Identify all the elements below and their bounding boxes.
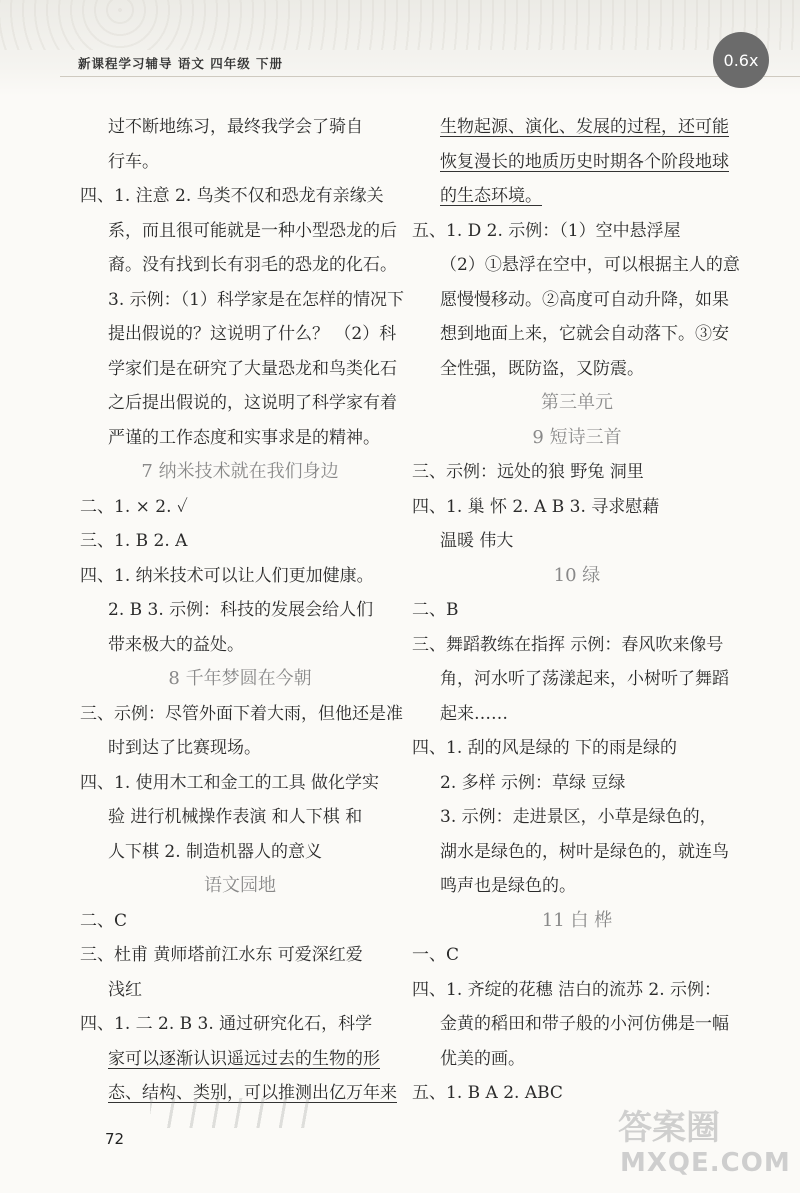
- header-divider: [60, 76, 800, 77]
- answer-line: 全性强，既防盗，又防震。: [440, 358, 644, 379]
- page-number: 72: [105, 1130, 125, 1148]
- left-column: [80, 110, 404, 1111]
- answer-line: 优美的画。: [440, 1048, 525, 1069]
- watermark-url: MXQE.COM: [620, 1148, 791, 1178]
- answer-line: 三、舞蹈教练在指挥 示例：春风吹来像号: [412, 634, 724, 655]
- answer-line: 愿慢慢移动。②高度可自动升降，如果: [440, 289, 729, 310]
- lesson-heading: 11 白 桦: [541, 909, 613, 931]
- playback-speed-button[interactable]: 0.6x: [713, 32, 769, 88]
- answer-line: 角，河水听了荡漾起来，小树听了舞蹈: [440, 669, 729, 689]
- answer-line: 浅红: [108, 979, 142, 1000]
- answer-line: 鸣声也是绿色的。: [440, 876, 576, 896]
- section-heading: 语文园地: [204, 875, 276, 896]
- answer-line: 四、1. 纳米技术可以让人们更加健康。: [80, 565, 374, 586]
- lesson-heading: 7 纳米技术就在我们身边: [141, 461, 339, 482]
- answer-line: 2. B 3. 示例：科技的发展会给人们: [108, 600, 374, 620]
- answer-line: 想到地面上来，它就会自动落下。③安: [440, 324, 729, 344]
- unit-heading: 第三单元: [541, 392, 613, 413]
- answer-line: 二、1. × 2. ✓: [80, 496, 188, 517]
- answer-line: 起来……: [440, 703, 508, 724]
- answer-line: 温暖 伟大: [440, 531, 514, 551]
- answer-line: 四、1. 齐绽的花穗 洁白的流苏 2. 示例：: [412, 979, 722, 1000]
- answer-line: 金黄的稻田和带子般的小河仿佛是一幅: [440, 1014, 729, 1034]
- answer-line: 提出假说的？这说明了什么？ （2）科: [108, 324, 397, 344]
- answer-line: 二、B: [412, 600, 459, 620]
- answer-line: 裔。没有找到长有羽毛的恐龙的化石。: [108, 255, 397, 275]
- answer-line: 的生态环境。: [440, 186, 542, 206]
- lesson-heading: 8 千年梦圆在今朝: [168, 668, 312, 689]
- answer-line: 之后提出假说的，这说明了科学家有着: [108, 393, 397, 413]
- answer-line: 五、1. B A 2. ABC: [412, 1083, 563, 1103]
- answer-line: 过不断地练习，最终我学会了骑自: [108, 117, 363, 137]
- answer-line: 三、示例：尽管外面下着大雨，但他还是准: [80, 703, 403, 724]
- answer-line: 四、1. 刮的风是绿的 下的雨是绿的: [412, 738, 678, 758]
- lesson-heading: 10 绿: [553, 564, 601, 586]
- answer-line: 带来极大的益处。: [108, 634, 244, 655]
- answer-line: （2）①悬浮在空中，可以根据主人的意: [440, 255, 740, 275]
- answer-line: 系，而且很可能就是一种小型恐龙的后: [108, 220, 397, 241]
- answer-line: 3. 示例：（1）科学家是在怎样的情况下: [108, 289, 404, 310]
- answer-line: 三、杜甫 黄师塔前江水东 可爱深红爱: [80, 945, 363, 965]
- header-decoration: [0, 0, 800, 50]
- answer-line: 四、1. 二 2. B 3. 通过研究化石，科学: [80, 1014, 373, 1034]
- answer-line: 二、C: [80, 910, 128, 931]
- answer-line: 四、1. 注意 2. 鸟类不仅和恐龙有亲缘关: [80, 186, 384, 206]
- watermark-logo: 答案圈: [618, 1108, 720, 1148]
- answer-line: 湖水是绿色的，树叶是绿色的，就连鸟: [440, 841, 729, 862]
- answer-line: 四、1. 使用木工和金工的工具 做化学实: [80, 772, 380, 793]
- answer-line: 生物起源、演化、发展的过程，还可能: [440, 117, 729, 137]
- answer-line: 验 进行机械操作表演 和人下棋 和: [108, 807, 363, 827]
- answer-line: 态、结构、类别，可以推测出亿万年来: [108, 1083, 397, 1103]
- answer-line: 四、1. 巢 怀 2. A B 3. 寻求慰藉: [412, 496, 660, 517]
- footer-decoration: [150, 1098, 320, 1128]
- answer-line: 2. 多样 示例：草绿 豆绿: [440, 772, 626, 793]
- answer-line: 严谨的工作态度和实事求是的精神。: [108, 427, 380, 448]
- answer-line: 人下棋 2. 制造机器人的意义: [108, 841, 323, 862]
- answer-line: 学家们是在研究了大量恐龙和鸟类化石: [108, 358, 397, 379]
- lesson-heading: 9 短诗三首: [532, 426, 622, 448]
- answer-line: 一、C: [412, 945, 460, 965]
- answer-line: 恢复漫长的地质历史时期各个阶段地球: [440, 151, 729, 172]
- answer-line: 时到达了比赛现场。: [108, 738, 261, 758]
- answer-line: 家可以逐渐认识遥远过去的生物的形: [108, 1048, 380, 1069]
- answer-line: 三、示例：远处的狼 野兔 洞里: [412, 462, 644, 482]
- answer-line: 五、1. D 2. 示例：（1）空中悬浮屋: [412, 220, 681, 241]
- answer-line: 行车。: [108, 151, 159, 172]
- answer-line: 3. 示例：走进景区，小草是绿色的，: [440, 807, 717, 827]
- book-title: 新课程学习辅导 语文 四年级 下册: [78, 56, 284, 71]
- right-column: [412, 110, 742, 1111]
- answer-line: 三、1. B 2. A: [80, 531, 188, 551]
